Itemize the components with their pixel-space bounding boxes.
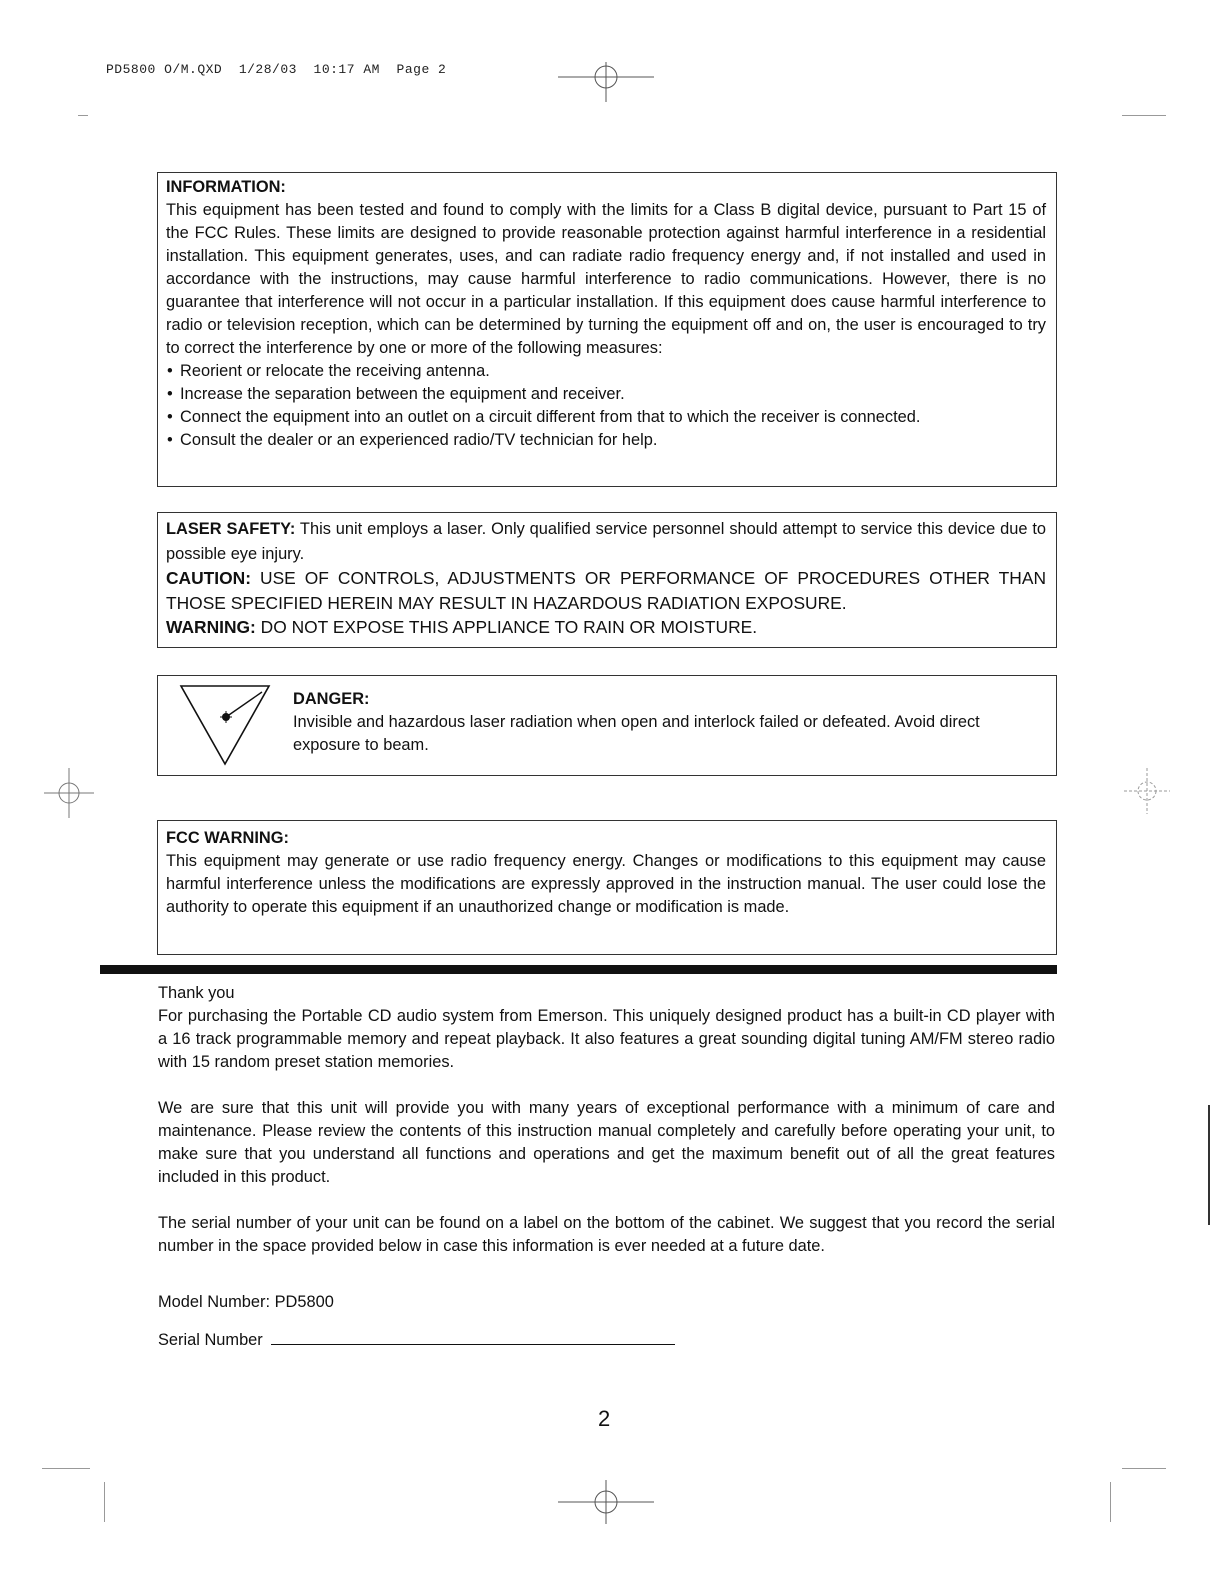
list-item: • Increase the separation between the equipment and receiver. [166,383,1046,406]
page-number: 2 [598,1406,611,1431]
crop-tick [104,1482,105,1522]
crop-tick [42,1468,90,1469]
list-item: • Consult the dealer or an experienced radio/TV technician for help. [166,429,1046,452]
thank-you-paragraph-1: For purchasing the Portable CD audio system from Emerson. This uniquely designed product has a built-in CD player with a 16 track programmable memory and repeat playback. It also features a great sounding digital tuning AM/FM stereo radio with 15 random preset station memories. [158,1007,1055,1071]
section-divider [100,965,1057,974]
danger-box [157,675,1057,776]
information-bullet-list [166,360,1046,452]
thank-you-paragraph-3: The serial number of your unit can be found on a label on the bottom of the cabinet. We suggest that you record the serial number in the space provided below in case this information is ever needed at a future date. [158,1214,1055,1255]
model-number-value: PD5800 [274,1293,334,1311]
thank-you-section [158,982,1055,1281]
information-heading: INFORMATION: [166,178,286,196]
crop-tick [1110,1482,1111,1522]
danger-text: Invisible and hazardous laser radiation when open and interlock failed or defeated. Avoid direct exposure to beam. [293,713,980,754]
registration-mark-top [558,62,654,102]
thank-you-paragraph-2: We are sure that this unit will provide you with many years of exceptional performance with a minimum of care and maintenance. Please review the contents of this instruction manual completely and carefully before operating your unit, to make sure that you understand all functions and operations and get the maximum benefit out of all the great features included in this product. [158,1099,1055,1186]
product-fields [158,1293,675,1351]
list-item: • Connect the equipment into an outlet on a circuit different from that to which the receiver is connected. [166,406,1046,429]
laser-warning-triangle-icon [178,684,272,766]
crop-tick [1122,115,1166,116]
serial-number-row [158,1328,675,1351]
information-box [157,172,1057,487]
crop-tick [1122,1468,1166,1469]
serial-number-blank-line [271,1328,675,1345]
print-slug: PD5800 O/M.QXD 1/28/03 10:17 AM Page 2 [106,62,447,77]
danger-heading: DANGER: [293,690,370,708]
registration-mark-right [1124,768,1170,814]
caution-label: CAUTION: [166,568,252,588]
list-item: • Reorient or relocate the receiving antenna. [166,360,1046,383]
fcc-heading: FCC WARNING: [166,829,289,847]
model-number-label: Model Number: [158,1293,271,1311]
warning-label: WARNING: [166,617,256,637]
caution-text: USE OF CONTROLS, ADJUSTMENTS OR PERFORMANCE OF PROCEDURES OTHER THAN THOSE SPECIFIED HEREIN MAY RESULT IN HAZARDOUS RADIATION EXPOSURE. [166,568,1046,613]
registration-mark-left [44,768,94,818]
warning-text: DO NOT EXPOSE THIS APPLIANCE TO RAIN OR MOISTURE. [255,617,758,637]
crop-tick [1208,1105,1210,1225]
serial-number-label: Serial Number [158,1331,263,1349]
information-paragraph: This equipment has been tested and found to comply with the limits for a Class B digital device, pursuant to Part 15 of the FCC Rules. These limits are designed to provide reasonable protection against harmful interference in a residential installation. This equipment generates, uses, and can radiate radio frequency energy and, if not installed and used in accordance with the instructions, may cause harmful interference to radio communications. However, there is no guarantee that interference will not occur in a particular installation. If this equipment does cause harmful interference to radio or television reception, which can be determined by turning the equipment off and on, the user is encouraged to try to correct the interference by one or more of the following measures: [166,201,1046,357]
registration-mark-bottom [558,1480,654,1524]
fcc-text: This equipment may generate or use radio frequency energy. Changes or modifications to this equipment may cause harmful interference unless the modifications are expressly approved in the instruction manual. The user could lose the authority to operate this equipment if an unauthorized change or modification is made. [166,852,1046,916]
laser-safety-label: LASER SAFETY: [166,520,296,538]
crop-tick [78,115,88,116]
laser-safety-text: This unit employs a laser. Only qualified service personnel should attempt to service this device due to possible eye injury. [166,520,1046,563]
thank-you-title: Thank you [158,984,235,1002]
laser-safety-box [157,512,1057,648]
model-number-row [158,1293,675,1316]
fcc-warning-box [157,820,1057,955]
